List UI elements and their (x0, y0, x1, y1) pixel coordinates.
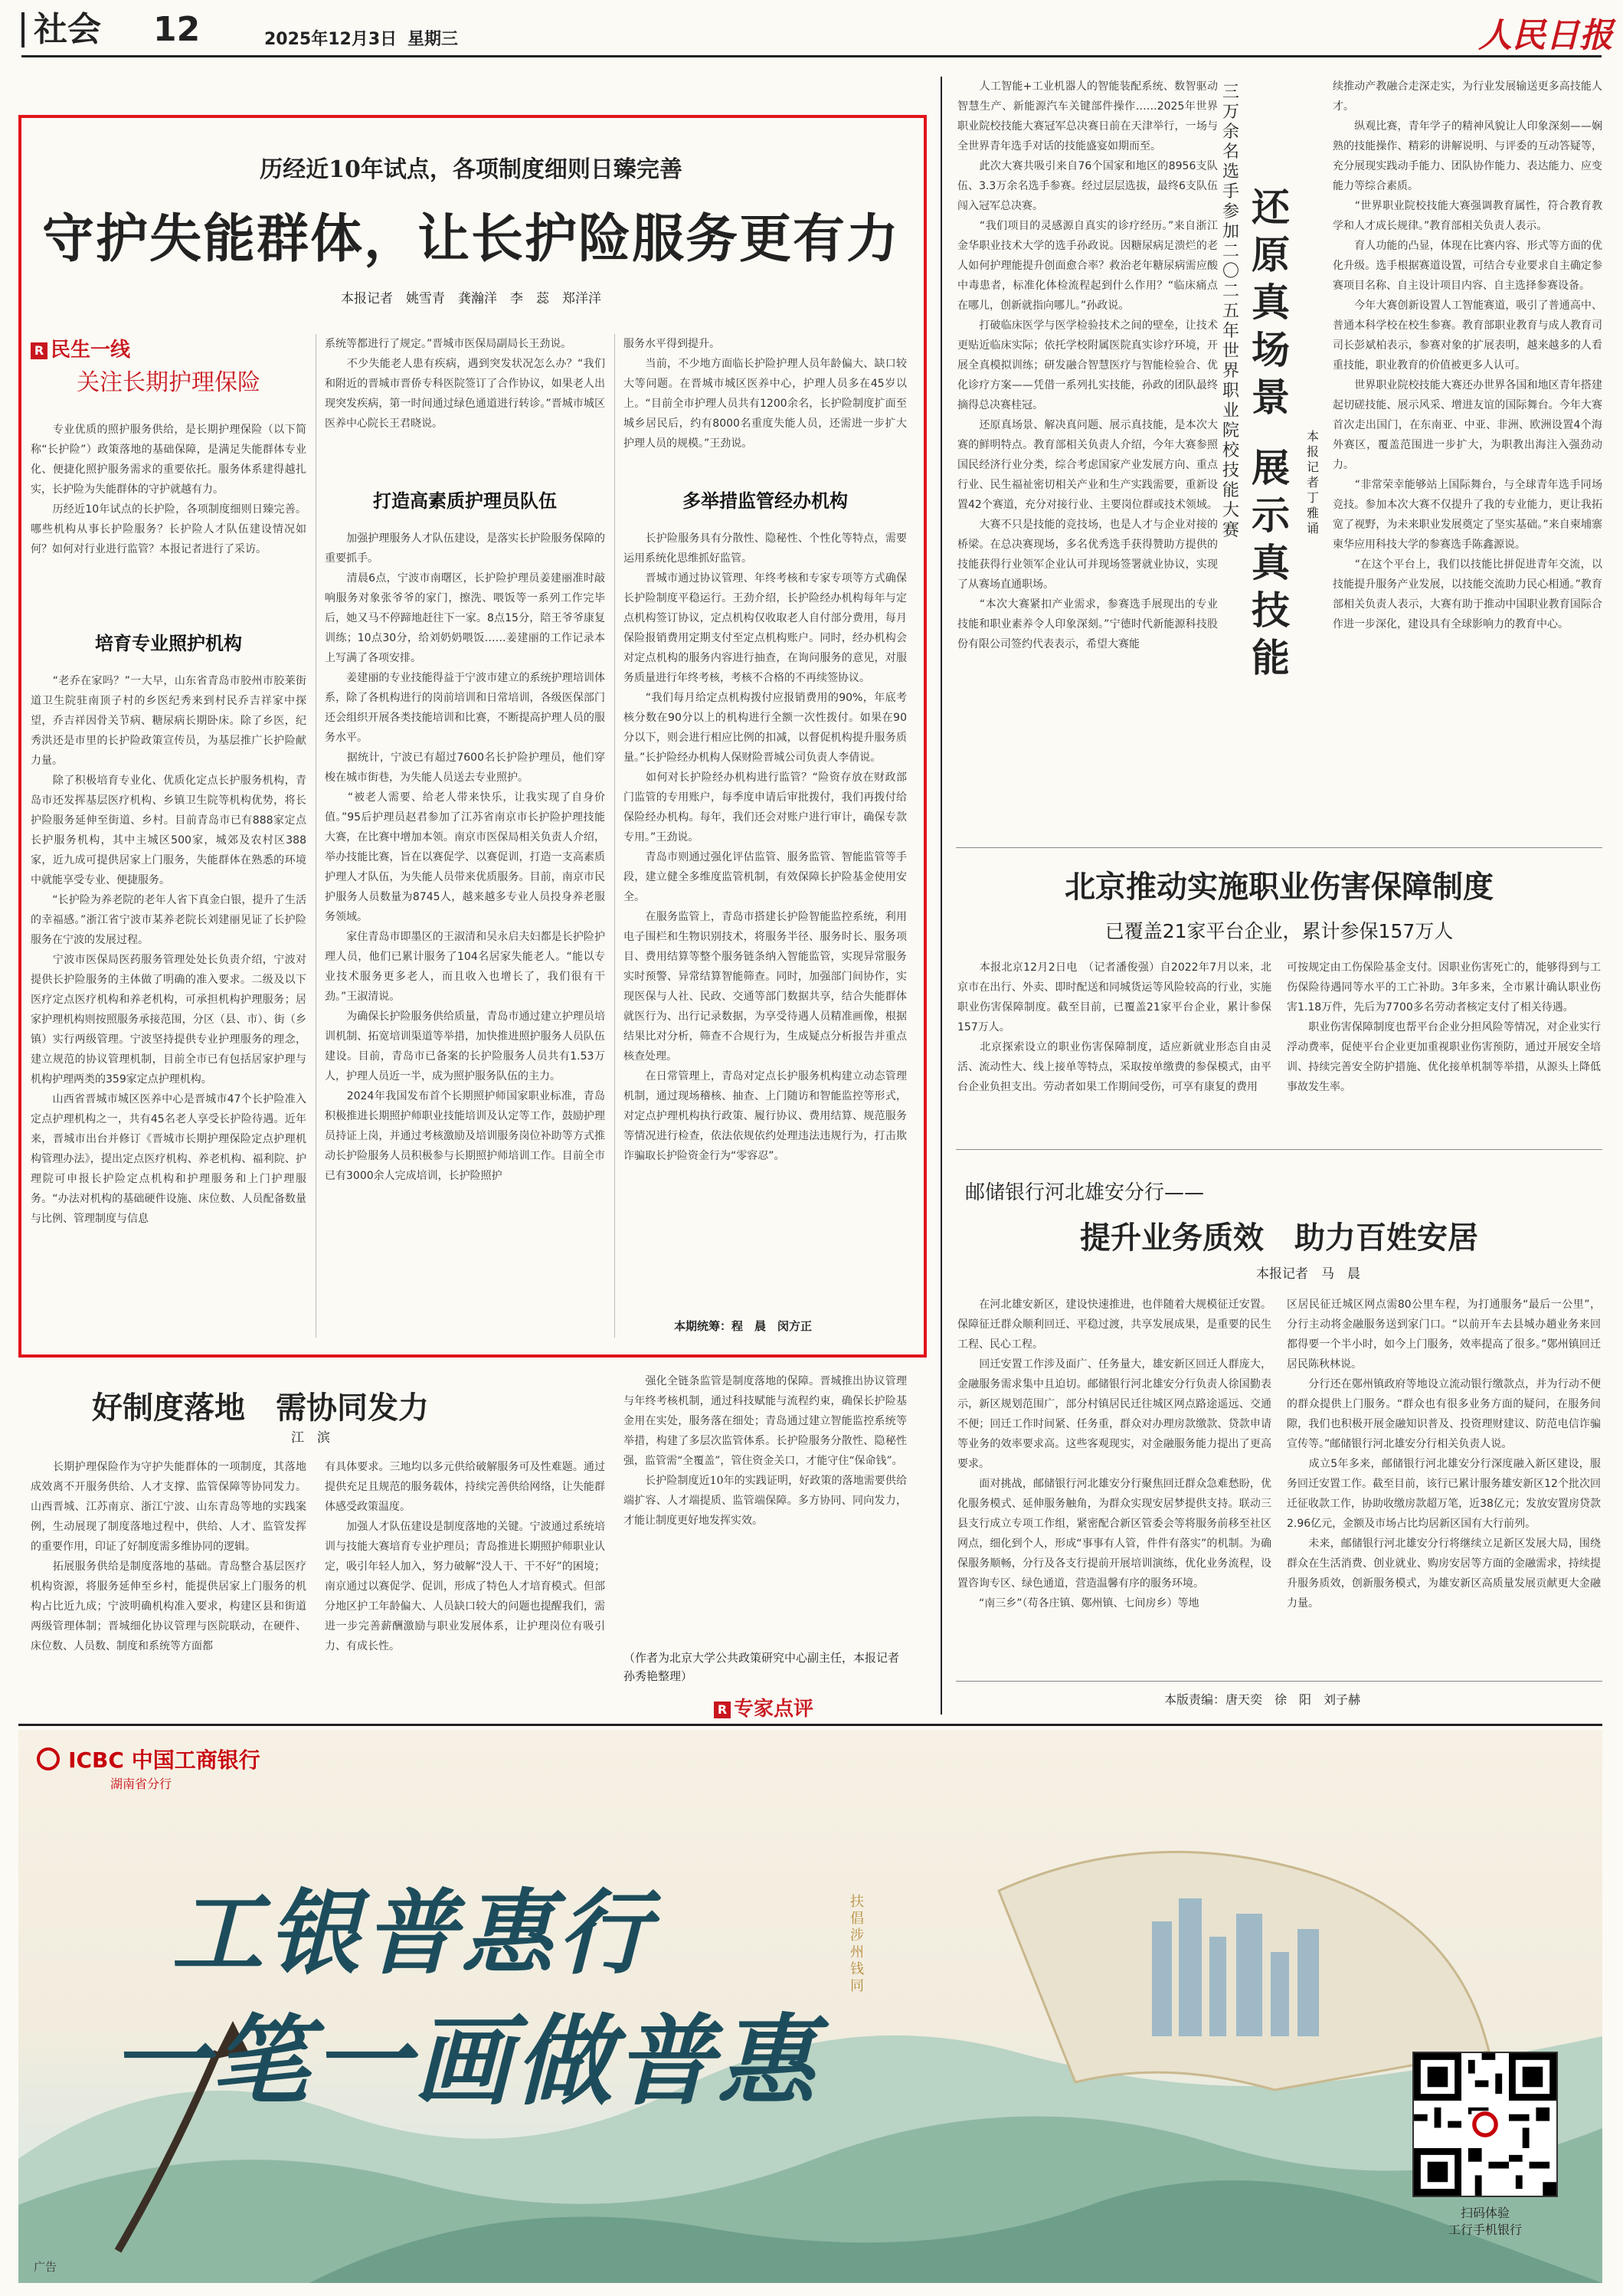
section3-title: 多举措监管经办机构 (682, 490, 848, 512)
tech-bottom-rule (956, 847, 1602, 848)
main-lead: 专业优质的照护服务供给，是长期护理保险（以下简称“长护险”）政策落地的基础保障，是满足失能群体专业化、便捷化照护服务需求的重要依托。服务体系建得越扎实，长护险为失能群体的守护就越有力。 历经近10年试点的长护险，各项制度细则日臻完善。哪些机构从事长护险服务？长护险人才队伍建设情况如何？如何对行业进行监管？本报记者进行了采访。 (31, 424, 306, 555)
ad-slogan-1: 工银普惠行 (172, 1879, 654, 1987)
bank-kicker: 邮储银行河北雄安分行—— (965, 1181, 1205, 1204)
tech-headline-1: 还原真场景 (1252, 185, 1290, 420)
commentary-col2: 有具体要求。三地均以多元供给破解服务可及性难题。通过提供充足且规范的服务载体，持续完善供给网络，让失能群体感受政策温度。 加强人才队伍建设是制度落地的关键。宁波通过系统培训与技能大赛培育专业护理员；青岛推进长期照护师职业认定，吸引年轻人加入，努力破解“没人干、干不好”的困境；南京通过以赛促学、促训，形成了特色人才培育模式。但部分地区护工年龄偏大、人员缺口较大的问题也提醒我们，需进一步完善薪酬激励与职业发展体系，让护理岗位有吸引力、有成长性。 (325, 1461, 605, 1652)
commentary-author: 江 滨 (291, 1430, 330, 1446)
tech-col2: 续推动产教融合走深走实，为行业发展输送更多高技能人才。 纵观比赛，青年学子的精神风貌让人印象深刻——娴熟的技能操作、精彩的讲解说明、与评委的互动答疑等，充分展现实践动手能力、团队协作能力、表达能力、应变能力等综合素质。 “世界职业院校技能大赛强调教育属性，符合教育教学和人才成长规律。”教育部相关负责人表示。 育人功能的凸显，体现在比赛内容、形式等方面的优化升级。选手根据赛道设置，可结合专业要求自主确定参赛项目名称、自主设计项目内容、自主选择参赛设备。 今年大赛创新设置人工智能赛道，吸引了普通高中、普通本科学校在校生参赛。教育部职业教育与成人教育司司长彭斌柏表示，参赛对象的扩展表明，越来越多的人看重技能，职业教育的价值被更多人认可。 世界职业院校技能大赛还办世界各国和地区青年搭建起切磋技能、展示风采、增进友谊的国际舞台。今年大赛首次走出国门，在东南亚、中亚、非洲、欧洲设置4个海外赛区，覆盖范围进一步扩大，为职教出海注入强劲动力。 “非常荣幸能够站上国际舞台，与全球青年选手同场竞技。参加本次大赛不仅提升了我的专业能力，更让我拓宽了视野，为未来职业发展奠定了坚实基础。”来自柬埔寨柬华应用科技大学的参赛选手陈鑫源说。 “在这个平台上，我们以技能比拼促进青年交流，以技能提升服务产业发展，以技能交流助力民心相通。”教育部相关负责人表示，大赛有助于推动中国职业教育国际合作进一步深化，建设具有全球影响力的教育中心。 (1333, 80, 1602, 630)
issue-date: 2025年12月3日 (264, 30, 398, 49)
tech-reporter: 本报记者 丁雅诵 (1307, 429, 1332, 536)
tech-subhead: 三万余名选手参加二〇二五年世界职业院校技能大赛 (1222, 83, 1240, 540)
qr-caption-2: 工行手机银行 (1448, 2222, 1522, 2237)
icbc-logo-icon (37, 1747, 60, 1770)
qr-icon (1414, 2053, 1556, 2196)
icbc-logo (37, 1744, 260, 1774)
center-divider (941, 77, 942, 1715)
tech-headline-2: 展示真技能 (1252, 446, 1290, 680)
tag-mark-icon: R (714, 1702, 731, 1718)
icbc-brand: ICBC 中国工商银行 (68, 1747, 260, 1773)
section-name: 社会 (34, 10, 101, 49)
main-kicker: 历经近10年试点，各项制度细则日臻完善 (260, 156, 682, 183)
injury-col2: 可按规定由工伤保险基金支付。因职业伤害死亡的，能够得到与工伤保险待遇同等水平的工亡补助。3年多来，全市累计确认职业伤害1.18万件，先后为7700多名劳动者核定支付了相关待遇。 职业伤害保障制度也帮平台企业分担风险等情况，对企业实行浮动费率，促使平台企业更加重视职业伤害预防，通过开展安全培训、持续完善安全防护措施、优化接单机制等举措，从源头上降低事故发生率。 (1287, 961, 1601, 1093)
main-col3-text: 服务水平得到提升。 当前，不少地方面临长护险护理人员年龄偏大、缺口较大等问题。在晋城市城区医养中心，护理人员多在45岁以上。“目前全市护理人员共有1200余名，长护险制度扩面至城乡居民后，约有8000名重度失能人员，还需进一步扩大护理人员的规模。”王劲说。 (623, 338, 907, 450)
main-col2-text: 系统等都进行了规定。”晋城市医保局副局长王劲说。 不少失能老人患有疾病，遇到突发状况怎么办？“我们和附近的晋城市晋侨专科医院签订了合作协议，如果老人出现突发疾病，第一时间通过绿色通道进行转诊。”晋城市城区医养中心院长王君晓说。 (325, 338, 605, 430)
column-tag-label: 民生一线 (51, 339, 131, 362)
bank-col1: 在河北雄安新区，建设快速推进，也伴随着大规模征迁安置。保障征迁群众顺利回迁、平稳过渡，共享发展成果，是重要的民生工程、民心工程。 回迁安置工作涉及面广、任务量大，雄安新区回迁人群庞大，金融服务需求集中且迫切。邮储银行河北雄安分行负责人徐国勤表示，新区规划范围广，部分村镇居民迁往城区网点路途遥远、交通不便；回迁工作时间紧、任务重，群众对办理房款缴款、贷款申请等业务的效率要求高。这些客观现实，对金融服务能力提出了更高要求。 面对挑战，邮储银行河北雄安分行聚焦回迁群众急难愁盼，优化服务模式、延伸服务触角，为群众实现安居梦提供支持。联动三县支行成立专项工作组，紧密配合新区管委会等将服务前移至社区网点，细化到个人，形成“事事有人管，件件有落实”的机制。为确保服务顺畅，分行及各支行提前开展培训演练，优化业务流程，设置咨询专区、绿色通道，营造温馨有序的服务环境。 “南三乡”（苟各庄镇、鄚州镇、七间房乡）等地 (957, 1299, 1271, 1610)
qr-code[interactable] (1412, 2052, 1558, 2197)
injury-bottom-rule (956, 1149, 1602, 1150)
main-col-divider-2 (614, 334, 615, 1338)
ad-footer-mark: 广告 (34, 2260, 57, 2274)
ad-top-rule (18, 1724, 1602, 1726)
ad-slogan-2: 一笔一画做普惠 (110, 2004, 819, 2119)
header-edge (21, 12, 25, 47)
icbc-branch: 湖南省分行 (110, 1777, 172, 1791)
editors-rule (956, 1681, 1602, 1682)
injury-col1: 本报北京12月2日电 （记者潘俊强）自2022年7月以来，北京市在出行、外卖、即时配送和同城货运等风险较高的行业，实施职业伤害保障制度。截至目前，已覆盖21家平台企业，累计参保157万人。 北京探索设立的职业伤害保障制度，适应新就业形态自由灵活、流动性大、线上接单等特点，采取按单缴费的参保模式，由平台企业负担支出。劳动者如果工作期间受伤，可享有康复的费用 (957, 961, 1271, 1093)
commentary-col3: 强化全链条监管是制度落地的保障。晋城推出协议管理与年终考核机制，通过科技赋能与流程约束，确保长护险基金用在实处，服务落在细处；青岛通过建立智能监控系统等举措，构建了多层次监管体系。长护险服务分散性、隐秘性强，监管需“全覆盖”，管住资金关口，才能守住“保命钱”。 长护险制度近10年的实践证明，好政策的落地需要供给端扩容、人才端提质、监管端保障。多方协同、同向发力，才能让制度更好地发挥实效。 (623, 1375, 907, 1527)
commentary-tag-label: 专家点评 (734, 1698, 814, 1721)
bank-col2: 区居民征迁城区网点需80公里车程，为打通服务“最后一公里”，分行主动将金融服务送到家门口。“以前开车去县城办趟业务来回都得要一个半小时，如今上门服务，效率提高了很多。”鄚州镇回迁居民陈秋林说。 分行还在鄚州镇政府等地设立流动银行缴款点，并为行动不便的群众提供上门服务。“群众也有很多业务方面的疑问，在服务间隙，我们也积极开展金融知识普及、投资理财建议、防范电信诈骗宣传等。”邮储银行河北雄安分行相关负责人说。 成立5年多来，邮储银行河北雄安分行深度融入新区建设，服务回迁安置工作。截至目前，该行已累计服务雄安新区12个批次回迁征收款工作，协助收缴房款超万笔，近38亿元；发放安置房贷款2.96亿元，金额及市场占比均居新区国有大行前列。 未来，邮储银行河北雄安分行将继续立足新区发展大局，围绕群众在生活消费、创业就业、购房安居等方面的金融需求，持续提升服务质效，创新服务模式，为雄安新区高质量发展贡献更大金融力量。 (1287, 1299, 1601, 1610)
bank-headline: 提升业务质效 助力百姓安居 (1080, 1220, 1478, 1256)
tag-mark-icon: R (31, 342, 47, 359)
qr-caption-1: 扫码体验 (1460, 2206, 1510, 2220)
masthead-logo: 人民日报 (1478, 16, 1613, 55)
commentary-tag (714, 1693, 813, 1721)
section1-title: 培育专业照护机构 (95, 633, 242, 654)
page-editors: 本版责编：唐天奕 徐 阳 刘子赫 (1164, 1692, 1361, 1707)
main-headline: 守护失能群体，让长护险服务更有力 (41, 209, 900, 270)
commentary-title: 好制度落地 需协同发力 (92, 1390, 429, 1426)
icbc-ad (18, 1730, 1602, 2283)
commentary-note: （作者为北京大学公共政策研究中心副主任，本报记者孙秀艳整理） (623, 1651, 900, 1683)
bank-reporter: 本报记者 马 晨 (1256, 1266, 1360, 1282)
commentary-col1: 长期护理保险作为守护失能群体的一项制度，其落地成效离不开服务供给、人才支撑、监管保障等协同发力。山西晋城、江苏南京、浙江宁波、山东青岛等地的实践案例，生动展现了制度落地过程中，供给、人才、监管发挥的重要作用，印证了好制度需多维协同的逻辑。 拓展服务供给是制度落地的基础。青岛整合基层医疗机构资源，将服务延伸至乡村，能提供居家上门服务的机构占比近九成；宁波明确机构准入要求，构建区县和街道两级管理体制；晋城细化协议管理与医院联动，在硬件、床位数、人员数、制度和系统等方面都 (31, 1461, 306, 1652)
main-byline: 本报记者 姚雪青 龚瀚洋 李 蕊 郑洋洋 (341, 291, 601, 306)
main-col1-text: “老乔在家吗？”一大早，山东省青岛市胶州市胶莱街道卫生院驻南顶子村的乡医纪秀来到村民乔吉祥家中探望，乔吉祥因骨关节病、糖尿病长期卧床。除了乡医，纪秀洪还是市里的长护险政策宣传员，为基层推广长护险献力量。 除了积极培育专业化、优质化定点长护服务机构，青岛市还发挥基层医疗机构、乡镇卫生院等机构优势，将长护险服务延伸至街道、乡村。目前青岛市已有888家定点长护服务机构，其中主城区500家，城郊及农村区388家，近九成可提供居家上门服务，失能群体在熟悉的环境中就能享受专业、便捷服务。 “长护险为养老院的老年人省下真金白银，提升了生活的幸福感。”浙江省宁波市某养老院长刘建丽见证了长护险服务在宁波的发展过程。 宁波市医保局医药服务管理处处长负责介绍，宁波对提供长护险服务的主体做了明确的准入要求。二级及以下医疗定点医疗机构和养老机构，可承担机构护理服务；居家护理机构则按照服务承接范围，分区（县、市）、街（乡镇）实行两级管理。宁波坚持提供专业护理服务的理念，建立规范的协议管理机制，目前全市已有包括居家护理与机构护理两类的359家定点护理机构。 山西省晋城市城区医养中心是晋城市47个长护险准入定点护理机构之一，共有45名老人享受长护险待遇。近年来，晋城市出台并修订《晋城市长期护理保险定点护理机构管理办法》，提出定点医疗机构、养老机构、福利院、护理院可申报长护险定点机构和护理服务和上门护理服务。“办法对机构的基础硬件设施、床位数、人员配备数量与比例、管理制度与信息 (31, 675, 306, 1225)
column-tag (31, 334, 130, 362)
column-topic: 关注长期护理保险 (77, 369, 260, 396)
issue-weekday: 星期三 (407, 30, 459, 49)
header-bar (0, 0, 1623, 61)
ad-seal-text: 扶倡 涉州 钱同 (850, 1894, 864, 1994)
injury-subhead: 已覆盖21家平台企业，累计参保157万人 (1104, 920, 1454, 942)
tech-col1-body: 人工智能+工业机器人的智能装配系统、数智驱动智慧生产、新能源汽车关键部件操作……2025年世界职业院校技能大赛冠军总决赛日前在天津举行，一场与全世界青年选手对话的技能盛宴如期而至。 此次大赛共吸引来自76个国家和地区的8956支队伍、3.3万余名选手参赛。经过层层选拔，最终6支队伍闯入冠军总决赛。 “我们项目的灵感源自真实的诊疗经历。”来自浙江金华职业技术大学的选手孙政说。因糖尿病足溃烂的老人如何护理能提升创面愈合率？救治老年糖尿病需应酸中毒患者，标准化体检流程起到什么作用？“临床痛点在哪儿，创新就指向哪儿。”孙政说。 打破临床医学与医学检验技术之间的壁垒，让技术更贴近临床实际；依托学校附属医院真实诊疗环境，开展全真模拟训练；研发融合智慧医疗与智能检验合、优化诊疗方案——凭借一系列扎实技能，孙政的团队最终摘得总决赛桂冠。 还原真场景、解决真问题、展示真技能，是本次大赛的鲜明特点。教育部相关负责人介绍，今年大赛参照国民经济行业分类，综合考虑国家产业发展方向、重点行业、民生福祉密切相关产业和生产实践需要，重新设置42个赛道，充分对接行业、主要岗位群或技术领域。 大赛不只是技能的竞技场，也是人才与企业对接的桥梁。在总决赛现场，多名优秀选手获得赞助方提供的技能获得行业领军企业认可并现场签署就业协议，实现了从赛场直通职场。 “本次大赛紧扣产业需求，参赛选手展现出的专业技能和职业素养令人印象深刻。”宁德时代新能源科技股份有限公司签约代表表示，希望大赛能 (957, 80, 1218, 650)
injury-headline: 北京推动实施职业伤害保障制度 (1065, 870, 1494, 905)
main-editor: 本期统筹：程 晨 闵方正 (674, 1319, 813, 1333)
main-col3b-text: 长护险服务具有分散性、隐秘性、个性化等特点，需要运用系统化思维抓好监管。 晋城市通过协议管理、年终考核和专家专项等方式确保长护险制度平稳运行。王劲介绍，长护险经办机构每年与定点机构签订协议，定点机构仅收取老人自付部分费用，每月保险报销费用定期支付至定点机构账户。同时，经办机构会对定点机构的服务内容进行抽查，在询问服务的意见，对服务质量进行年终考核，考核不合格的不再续签协议。 “我们每月给定点机构拨付应报销费用的90%，年底考核分数在90分以上的机构进行全额一次性拨付。如果在90分以下，则会进行相应比例的扣减，以督促机构提升服务质量。”长护险经办机构人保财险晋城公司负责人李倩说。 如何对长护险经办机构进行监管？“险资存放在财政部门监管的专用账户，每季度申请后审批拨付，我们再拨付给保险经办机构。每年，我们还会对账户进行审计，确保专款专用。”王劲说。 青岛市则通过强化评估监管、服务监管、智能监管等手段，建立健全多维度监管机制，有效保障长护险基金使用安全。 在服务监管上，青岛市搭建长护险智能监控系统，利用电子围栏和生物识别技术，将服务半径、服务时长、服务项目、费用结算等整个服务链条纳入智能监管，实现异常服务实时预警、异常结算智能筛查。同时，加强部门间协作，实现医保与人社、民政、交通等部门数据共享，结合失能群体就医行为、出行记录数据，为享受待遇人员精准画像，根据结果比对分析，筛查不合规行为，生成疑点分析报告并重点核查处理。 在日常管理上，青岛对定点长护服务机构建立动态管理机制，通过现场稽核、抽查、上门随访和智能监控等形式，对定点护理机构执行政策、履行协议、费用结算、规范服务等情况进行检查，依法依规依约处理违法违规行为，打击欺诈骗取长护险资金行为“零容忍”。 (623, 532, 907, 1162)
header-rule (21, 55, 1602, 57)
section2-title: 打造高素质护理员队伍 (373, 490, 557, 512)
page-number: 12 (153, 10, 201, 49)
main-col2b-text: 加强护理服务人才队伍建设，是落实长护险服务保障的重要抓手。 清晨6点，宁波市南曙区，长护险护理员姜建丽准时敲响服务对象张爷爷的家门，擦洗、喂饭等一系列工作完毕后，她又马不停蹄地赶往下一家。8点15分，陪王爷爷康复训练；10点30分，给刘奶奶喂饭……姜建丽的工作记录本上写满了各项安排。 姜建丽的专业技能得益于宁波市建立的系统护理培训体系，除了各机构进行的岗前培训和日常培训，各级医保部门还会组织开展各类技能培训和比赛，不断提高护理人员的服务水平。 据统计，宁波已有超过7600名长护险护理员，他们穿梭在城市街巷，为失能人员送去专业照护。 “被老人需要、给老人带来快乐，让我实现了自身价值。”95后护理员赵君参加了江苏省南京市长护险护理技能大赛，在比赛中增加本领。南京市医保局相关负责人介绍，举办技能比赛，旨在以赛促学、以赛促训，打造一支高素质护理人才队伍，为失能人员带来优质服务。目前，南京市民护服务人员数量为8745人，越来越多专业人员投身养老服务领域。 家住青岛市即墨区的王淑清和吴永启夫妇都是长护险护理人员，他们已累计服务了104名居家失能老人。“能以专业技术服务更多老人，而且收入也增长了，我们很有干劲。”王淑清说。 为确保长护险服务供给质量，青岛市通过建立护理员培训机制、拓宽培训渠道等举措，加快推进照护服务人员队伍建设。目前，青岛市已备案的长护险服务人员共有1.53万人，护理人员近一半，成为照护服务队伍的主力。 2024年我国发布首个长期照护师国家职业标准，青岛积极推进长期照护师职业技能培训及认定等工作，鼓励护理员持证上岗，并通过考核激励及培训服务岗位补助等方式推动长护险服务人员积极参与长期照护师培训工作。目前全市已有3000余人完成培训，长护险照护 (325, 532, 605, 1182)
